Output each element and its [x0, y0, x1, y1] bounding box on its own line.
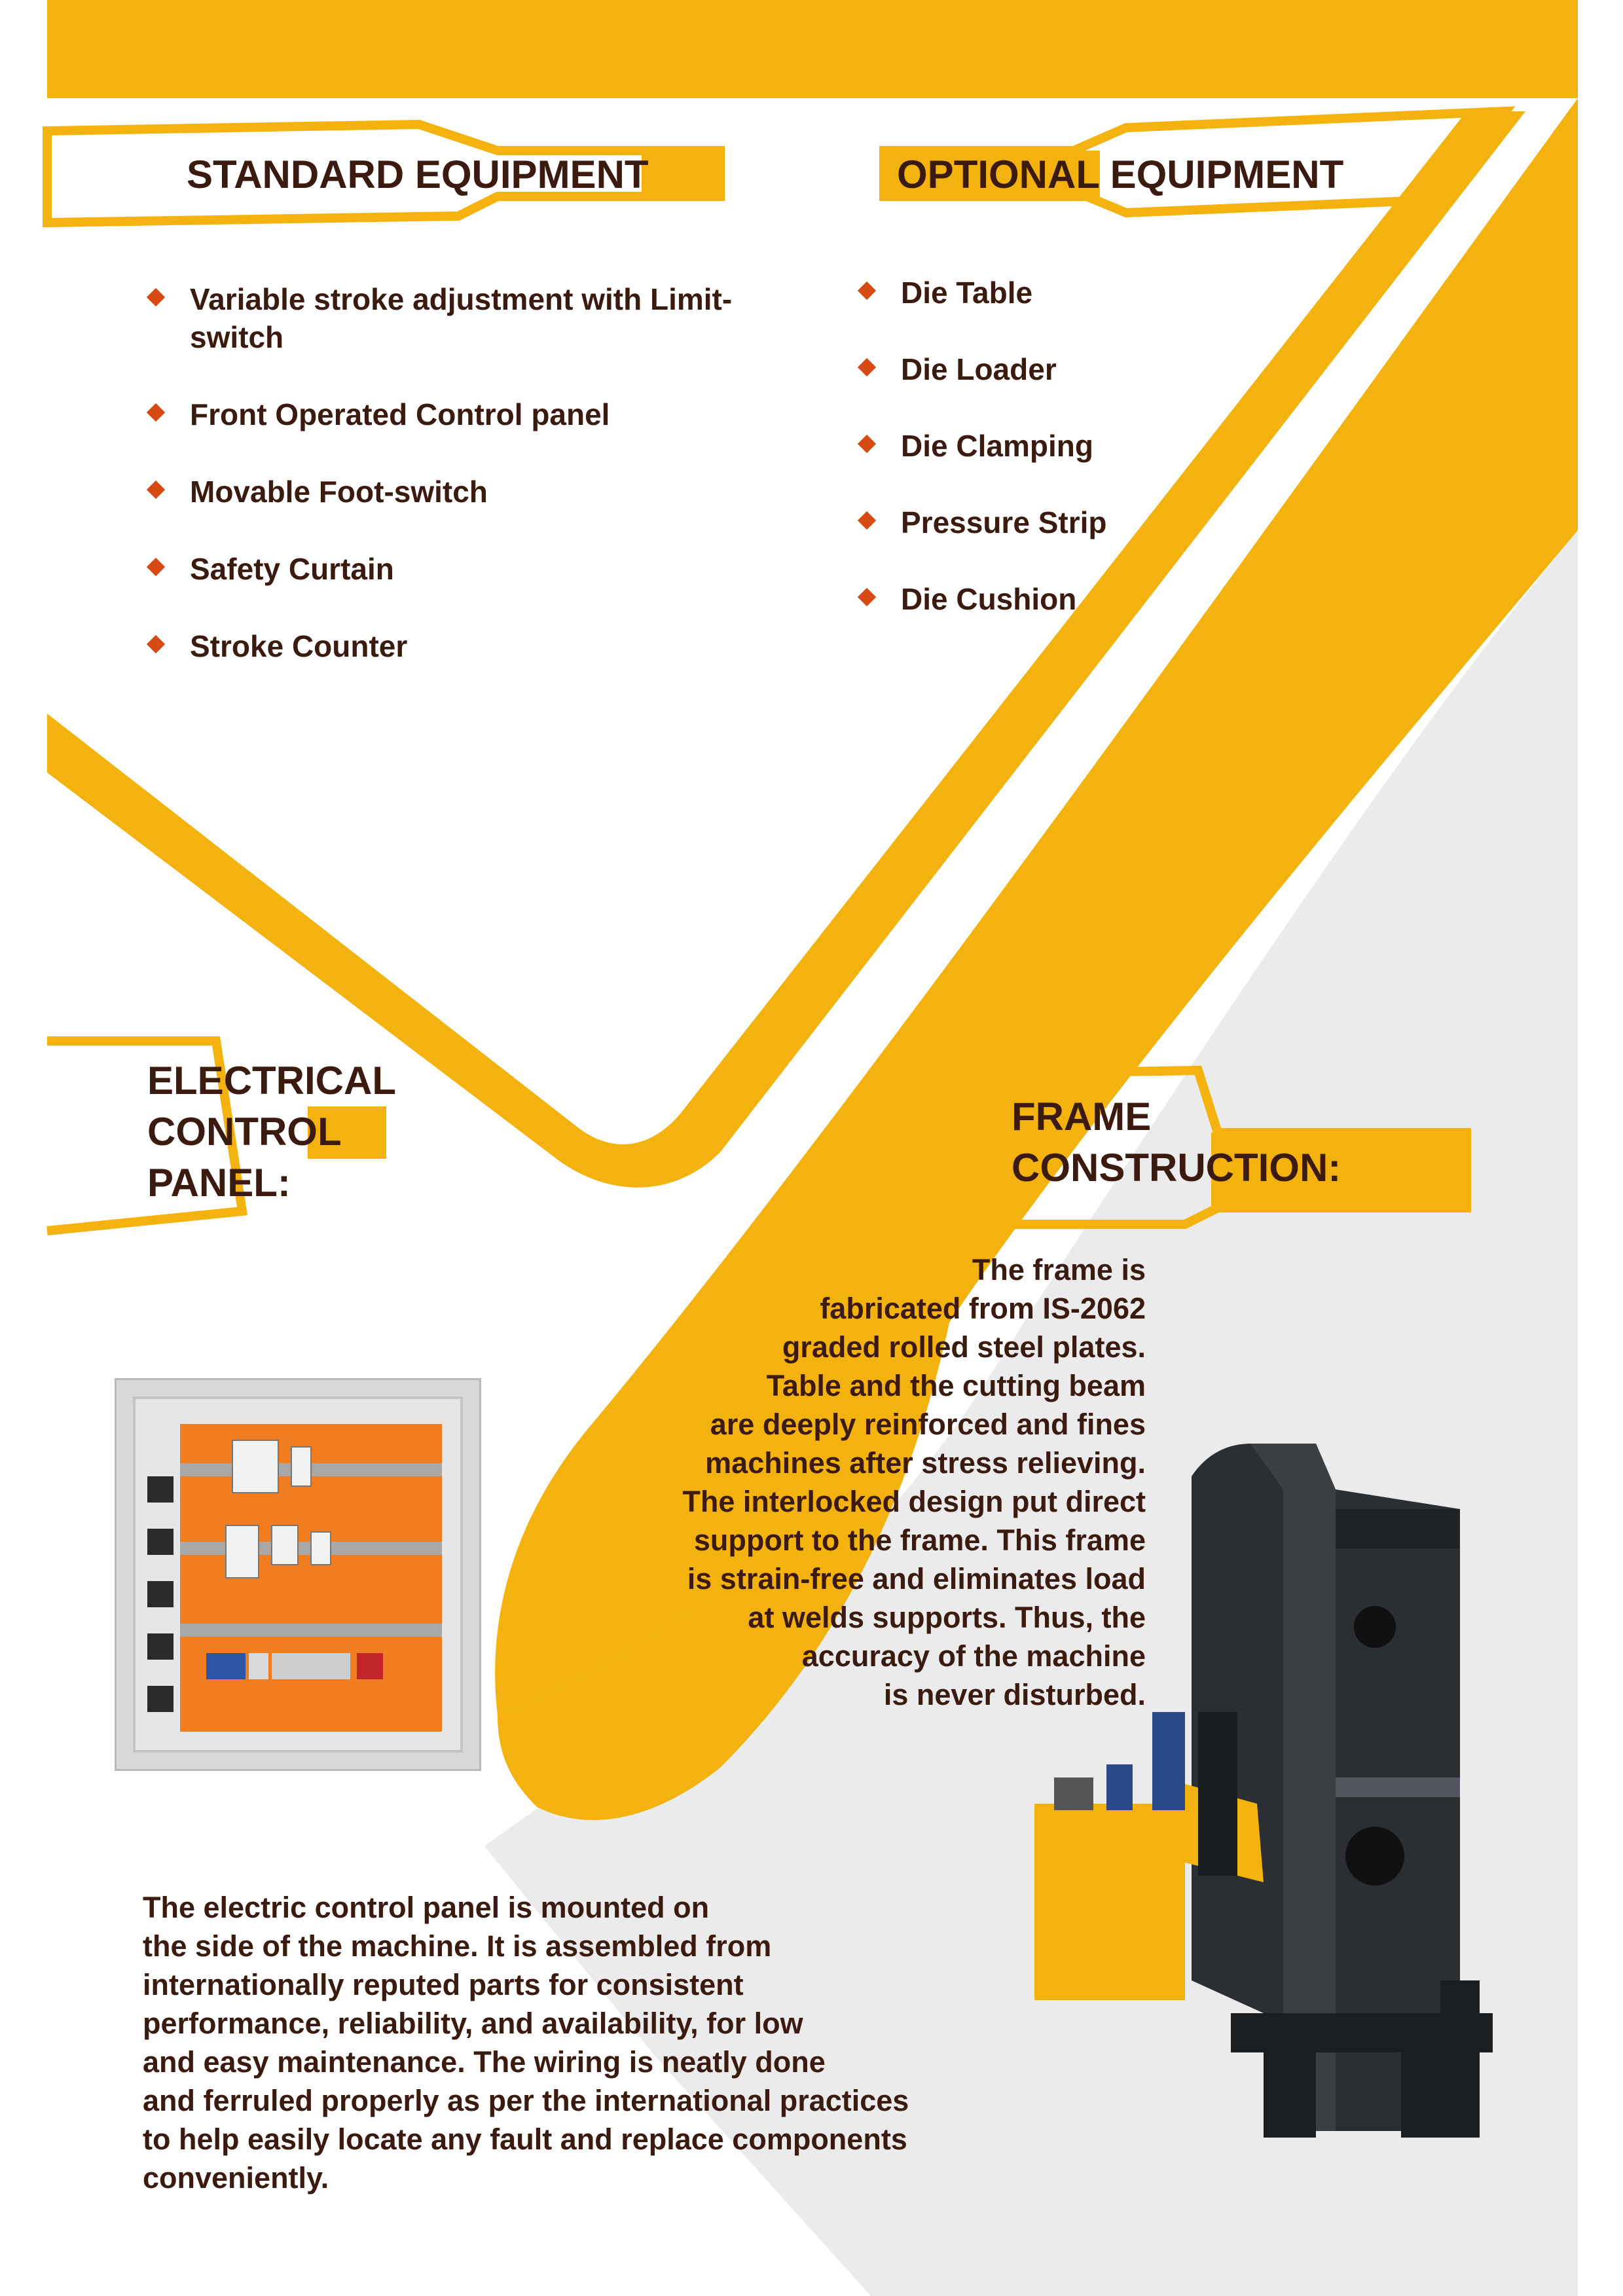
- list-item: Stroke Counter: [144, 627, 733, 665]
- bullet-diamond-icon: [858, 588, 876, 606]
- electrical-panel-heading: ELECTRICAL CONTROL PANEL:: [147, 1059, 396, 1205]
- list-item: Variable stroke adjustment with Limit-switch: [144, 280, 733, 356]
- list-item: Die Clamping: [855, 427, 1313, 465]
- list-item: Die Loader: [855, 350, 1313, 388]
- top-yellow-banner: [47, 0, 1578, 98]
- bullet-diamond-icon: [858, 511, 876, 530]
- frame-construction-description: The frame is fabricated from IS-2062 graded rolled steel plates. Table and the cutting beam are deeply reinforced and fines machines after stress relieving. The interlocked design put direct support to the frame. This frame is strain-free and eliminates load at welds supports. Thus, the accuracy of the machine is never disturbed.: [682, 1253, 1146, 1711]
- bullet-diamond-icon: [147, 288, 165, 306]
- bullet-diamond-icon: [147, 558, 165, 576]
- bullet-diamond-icon: [858, 358, 876, 376]
- bullet-diamond-icon: [147, 635, 165, 653]
- electrical-panel-description: The electric control panel is mounted on the side of the machine. It is assembled from internationally reputed parts for consistent performance, reliability, and availability, for low and easy maintenance. The wiring is neatly done and ferruled properly as per the international practices to help easily locate any fault and replace components conveniently.: [143, 1891, 909, 2195]
- list-item: Die Cushion: [855, 580, 1313, 618]
- frame-construction-heading: FRAME CONSTRUCTION:: [1012, 1095, 1341, 1190]
- press-machine-frame-photo: [1034, 1437, 1493, 2151]
- optional-equipment-heading: OPTIONAL EQUIPMENT: [897, 153, 1344, 196]
- optional-equipment-list: [855, 274, 1313, 618]
- bullet-diamond-icon: [858, 435, 876, 453]
- bullet-diamond-icon: [858, 282, 876, 300]
- standard-equipment-heading: STANDARD EQUIPMENT: [187, 153, 649, 196]
- standard-equipment-list: [144, 280, 733, 665]
- standard-tab-fill: [642, 151, 720, 198]
- list-item: Front Operated Control panel: [144, 395, 733, 433]
- bullet-diamond-icon: [147, 481, 165, 499]
- list-item: Pressure Strip: [855, 503, 1313, 541]
- electrical-control-panel-photo: [115, 1378, 481, 1771]
- bullet-diamond-icon: [147, 403, 165, 422]
- list-item: Die Table: [855, 274, 1313, 312]
- list-item: Movable Foot-switch: [144, 473, 733, 511]
- list-item: Safety Curtain: [144, 550, 733, 588]
